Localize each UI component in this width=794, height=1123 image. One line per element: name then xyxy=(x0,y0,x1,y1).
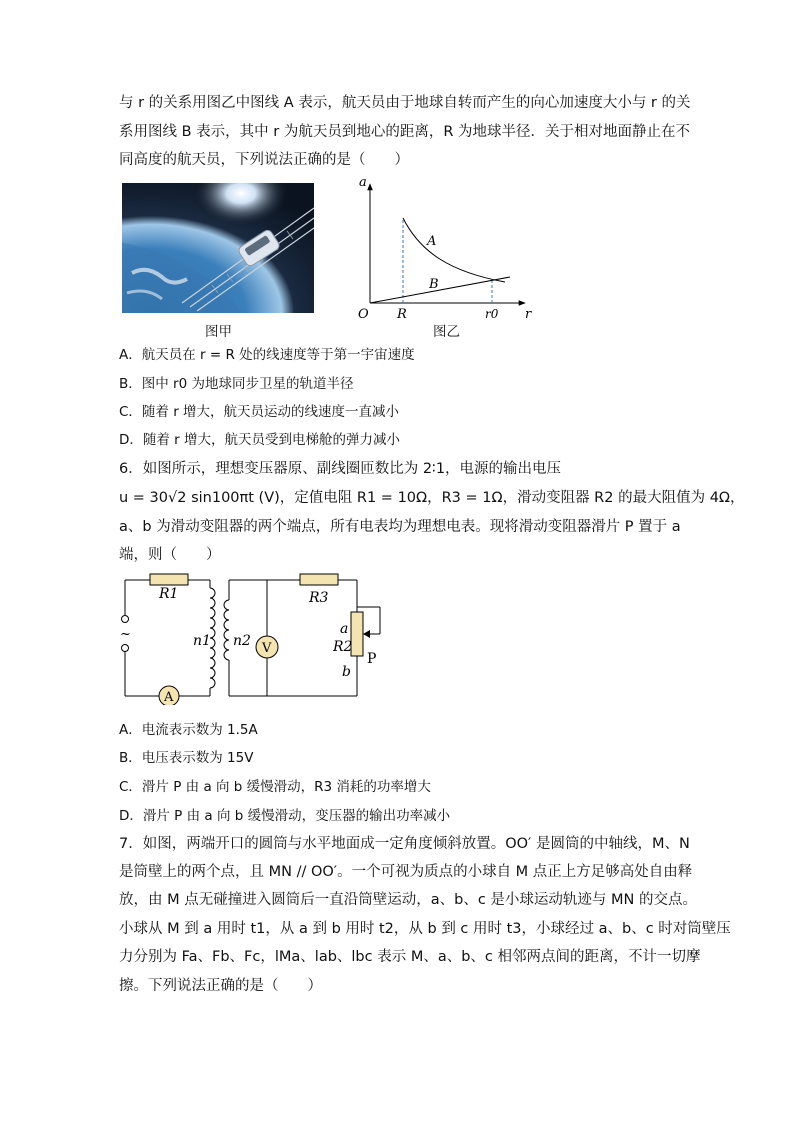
y-axis-label: a xyxy=(359,175,367,190)
q6-option-c: C．滑片 P 由 a 向 b 缓慢滑动，R3 消耗的功率增大 xyxy=(119,779,431,795)
q7-text-line-5: 力分别为 Fa、Fb、Fc，lMa、lab、lbc 表示 M、a、b、c 相邻两点间的距离，不计一切摩 xyxy=(119,949,701,965)
source-terminal-top xyxy=(122,616,129,623)
x-axis-label: r xyxy=(525,307,532,322)
curve-a-label: A xyxy=(427,234,437,249)
q6-option-d: D．滑片 P 由 a 向 b 缓慢滑动，变压器的输出功率减小 xyxy=(119,808,451,824)
acceleration-radius-graph xyxy=(355,172,540,327)
q6-text-line-2: u = 30√2 sin100πt (V)，定值电阻 R1 = 10Ω，R3 = 1Ω，滑动变阻器 R2 的最大阻值为 4Ω， xyxy=(119,490,745,506)
q7-text-line-4: 小球从 M 到 a 用时 t1，从 a 到 b 用时 t2，从 b 到 c 用时 t3，小球经过 a、b、c 时对筒壁压 xyxy=(119,921,731,937)
ac-source-symbol: ~ xyxy=(120,627,131,642)
n2-label: n2 xyxy=(233,633,251,649)
q5-option-c: C．随着 r 增大，航天员运动的线速度一直减小 xyxy=(119,404,400,420)
line-b xyxy=(370,277,510,303)
q7-text-line-3: 放，由 M 点无碰撞进入圆筒后一直沿筒壁运动，a、b、c 是小球运动轨迹与 MN 的交点。 xyxy=(119,892,697,908)
r1-label: R1 xyxy=(159,586,179,602)
q5-text-line-2: 系用图线 B 表示，其中 r 为航天员到地心的距离，R 为地球半径．关于相对地面静止在不 xyxy=(119,124,691,140)
q6-text-line-4: 端，则（ ） xyxy=(119,547,221,563)
q5-option-d: D．随着 r 增大，航天员受到电梯舱的弹力减小 xyxy=(119,432,401,448)
q7-text-line-2: 是筒壁上的两个点，且 MN // OO′。一个可视为质点的小球自 M 点正上方足够高处自由释 xyxy=(119,864,693,880)
r3-resistor xyxy=(300,574,338,585)
q7-text-line-6: 擦。下列说法正确的是（ ） xyxy=(119,978,322,994)
r0-label: r0 xyxy=(485,307,499,321)
slider-p-label: P xyxy=(367,651,377,667)
space-elevator-photo xyxy=(122,183,314,313)
q6-text-line-3: a、b 为滑动变阻器的两个端点，所有电表均为理想电表。现将滑动变阻器滑片 P 置于 a xyxy=(119,519,681,535)
q6-option-b: B．电压表示数为 15V xyxy=(119,750,254,766)
q5-text-line-1: 与 r 的关系用图乙中图线 A 表示，航天员由于地球自转而产生的向心加速度大小与 r 的关 xyxy=(119,95,691,111)
q5-option-b: B．图中 r0 为地球同步卫星的轨道半径 xyxy=(119,376,354,392)
end-a-label: a xyxy=(340,621,349,637)
end-b-label: b xyxy=(342,664,351,680)
r2-rheostat xyxy=(351,612,363,656)
r-earth-label: R xyxy=(397,307,407,322)
n1-label: n1 xyxy=(193,633,211,649)
voltmeter-label: V xyxy=(262,641,272,656)
q5-option-a: A．航天员在 r = R 处的线速度等于第一宇宙速度 xyxy=(119,347,415,363)
r3-label: R3 xyxy=(309,590,329,606)
fig-b-caption: 图乙 xyxy=(433,324,460,340)
fig-a-caption: 图甲 xyxy=(205,324,232,340)
q5-text-line-3: 同高度的航天员，下列说法正确的是（ ） xyxy=(119,152,409,168)
source-terminal-bottom xyxy=(122,645,129,652)
q6-option-a: A．电流表示数为 1.5A xyxy=(119,722,258,738)
r1-resistor xyxy=(150,574,188,585)
curve-a xyxy=(403,218,505,282)
r2-label: R2 xyxy=(333,639,353,655)
q6-text-line-1: 6．如图所示，理想变压器原、副线圈匝数比为 2∶1，电源的输出电压 xyxy=(119,461,562,477)
q7-text-line-1: 7．如图，两端开口的圆筒与水平地面成一定角度倾斜放置。OO′ 是圆筒的中轴线，M、N xyxy=(119,836,690,852)
origin-label: O xyxy=(358,307,369,322)
ammeter-label: A xyxy=(164,690,174,705)
line-b-label: B xyxy=(429,277,439,292)
transformer-circuit-diagram xyxy=(115,570,395,705)
